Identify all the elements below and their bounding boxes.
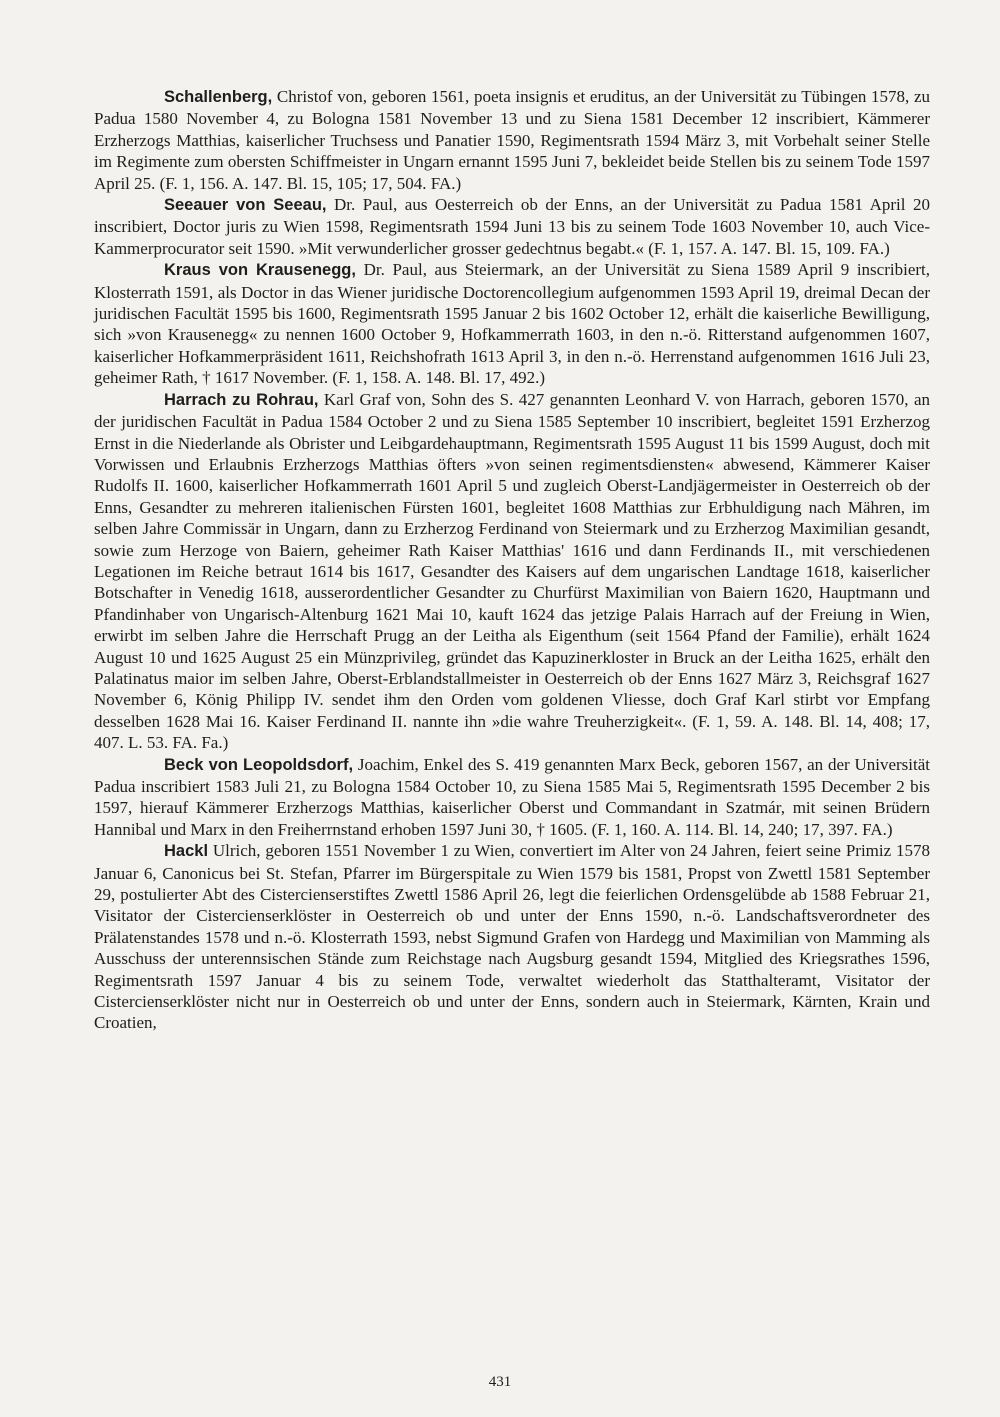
- entry-hackl: [94, 840, 930, 1034]
- entry-text: Dr. Paul, aus Steiermark, an der Universität zu Siena 1589 April 9 inscribiert, Klosterrath 1591, als Doctor in das Wiener juridische Doctorencollegium aufgenommen 1593 April 19, dreimal Decan der juridischen Facultät 1595 bis 1600, Regimentsrath 1595 Januar 2 bis 1602 October 12, erhält die kaiserliche Bewilligung, sich »von Krausenegg« zu nennen 1600 October 9, Hofkammerrath 1603, in den n.-ö. Ritterstand aufgenommen 1607, kaiserlicher Hofkammerpräsident 1611, Reichshofrath 1613 April 3, in den n.-ö. Herrenstand aufgenommen 1616 Juli 23, geheimer Rath, † 1617 November. (F. 1, 158. A. 148. Bl. 17, 492.): [94, 260, 931, 388]
- page-number: 431: [488, 1374, 512, 1390]
- entry-text: Dr. Paul, aus Oesterreich ob der Enns, an der Universität zu Padua 1581 April 20 inscribiert, Doctor juris zu Wien 1598, Regimentsrath 1594 Juni 13 bis zu seinem Tode 1603 November 10, auch Vice-Kammerprocurator seit 1590. »Mit verwunderlicher grosser gedechtnus begabt.« (F. 1, 157. A. 147. Bl. 15, 109. FA.): [94, 195, 930, 258]
- entry-name: Beck von Leopoldsdorf,: [164, 755, 354, 774]
- entry-name: Kraus von Krausenegg,: [164, 261, 356, 280]
- entry-name: Seeauer von Seeau,: [164, 196, 327, 215]
- entry-beck: [94, 754, 930, 841]
- entry-text: Karl Graf von, Sohn des S. 427 genannten Leonhard V. von Harrach, geboren 1570, an der juridischen Facultät in Padua 1584 October 2 und zu Siena 1585 September 10 inscribiert, begleitet 1591 Erzherzog Ernst in die Niederlande als Obrister und Leibgardehauptmann, Regimentsrath 1595 August 11 bis 1599 August, doch mit Vorwissen und Erlaubnis Erzherzogs Matthias öfters »von seinen regimentsdiensten« abwesend, Kämmerer Kaiser Rudolfs II. 1600, kaiserlicher Hofkammerrath 1601 April 5 und zugleich Oberst-Landjägermeister in Oesterreich ob der Enns, Gesandter zu mehreren italienischen Fürsten 1601, begleitet 1608 Matthias zur Erbhuldigung nach Mähren, im selben Jahre Commissär in Ungarn, dann zu Erzherzog Ferdinand von Steiermark und zu Erzherzog Maximilian gesandt, sowie zum Herzoge von Baiern, geheimer Rath Kaiser Matthias' 1616 und dann Ferdinands II., mit verschiedenen Legationen im Reiche betraut 1614 bis 1617, Gesandter des Kaisers auf dem ungarischen Landtage 1618, kaiserlicher Botschafter in Venedig 1618, ausserordentlicher Gesandter zu Churfürst Maximilian von Baiern 1620, Hauptmann und Pfandinhaber von Ungarisch-Altenburg 1621 Mai 10, kauft 1624 das jetzige Palais Harrach auf der Freiung in Wien, erwirbt im selben Jahre die Herrschaft Prugg an der Leitha als Eigenthum (seit 1564 Pfand der Familie), erhält 1624 August 10 und 1625 August 25 ein Münzprivileg, gründet das Kapuzinerkloster in Bruck an der Leitha 1625, erhält den Palatinatus maior im selben Jahre, Oberst-Erblandstallmeister in Oesterreich ob der Enns 1627 März 3, Reichsgraf 1627 November 6, König Philipp IV. sendet ihm den Orden vom goldenen Vliesse, doch Graf Karl stirbt vor Empfang desselben 1628 Mai 16. Kaiser Ferdinand II. nannte ihn »die wahre Treuherzigkeit«. (F. 1, 59. A. 148. Bl. 14, 408; 17, 407. L. 53. FA. Fa.): [94, 389, 930, 753]
- entry-text: Ulrich, geboren 1551 November 1 zu Wien, convertiert im Alter von 24 Jahren, feiert seine Primiz 1578 Januar 6, Canonicus bei St. Stefan, Pfarrer im Bürgerspitale zu Wien 1579 bis 1581, Propst von Zwettl 1581 September 29, postulierter Abt des Cistercienserstiftes Zwettl 1586 April 26, legt die feierlichen Ordensgelübde ab 1588 Februar 21, Visitator der Cistercienserklöster in Oesterreich ob und unter der Enns 1590, n.-ö. Landschaftsverordneter des Prälatenstandes 1578 und n.-ö. Klosterrath 1593, nebst Sigmund Grafen von Hardegg und Maximilian von Mamming als Ausschuss der unterennsischen Stände zum Reichstage nach Augsburg gesandt 1594, Mitglied des Kriegsrathes 1596, Regimentsrath 1597 Januar 4 bis zu seinem Tode, verwaltet wiederholt das Statthalteramt, Visitator der Cistercienserklöster nicht nur in Oesterreich ob und unter der Enns, sondern auch in Steiermark, Kärnten, Krain und Croatien,: [94, 841, 930, 1033]
- entry-text: Christof von, geboren 1561, poeta insignis et eruditus, an der Universität zu Tübingen 1578, zu Padua 1580 November 4, zu Bologna 1581 November 13 und zu Siena 1581 December 12 inscribiert, Kämmerer Erzherzogs Matthias, kaiserlicher Truchsess und Panatier 1590, Regimentsrath 1594 März 3, mit Vorbehalt seiner Stelle im Regimente zum obersten Schiffmeister in Ungarn ernannt 1595 Juni 7, bekleidet beide Stellen bis zu seinem Tode 1597 April 25. (F. 1, 156. A. 147. Bl. 15, 105; 17, 504. FA.): [94, 87, 930, 193]
- entry-name: Hackl: [164, 842, 209, 861]
- entry-schallenberg: [94, 86, 930, 194]
- entry-text: Joachim, Enkel des S. 419 genannten Marx Beck, geboren 1567, an der Universität Padua inscribiert 1583 Juli 21, zu Bologna 1584 October 10, zu Siena 1585 Mai 5, Regimentsrath 1595 December 2 bis 1597, hierauf Kämmerer Erzherzogs Matthias, kaiserlicher Oberst und Commandant in Szatmár, mit seinen Brüdern Hannibal und Marx in den Freiherrnstand erhoben 1597 Juni 30, † 1605. (F. 1, 160. A. 114. Bl. 14, 240; 17, 397. FA.): [94, 754, 931, 839]
- entry-harrach: [94, 389, 930, 754]
- entry-name: Schallenberg,: [164, 88, 273, 106]
- entry-kraus: [94, 259, 930, 388]
- body-text: [94, 86, 930, 1034]
- entry-seeauer: [94, 194, 930, 259]
- entry-name: Harrach zu Rohrau,: [164, 390, 319, 409]
